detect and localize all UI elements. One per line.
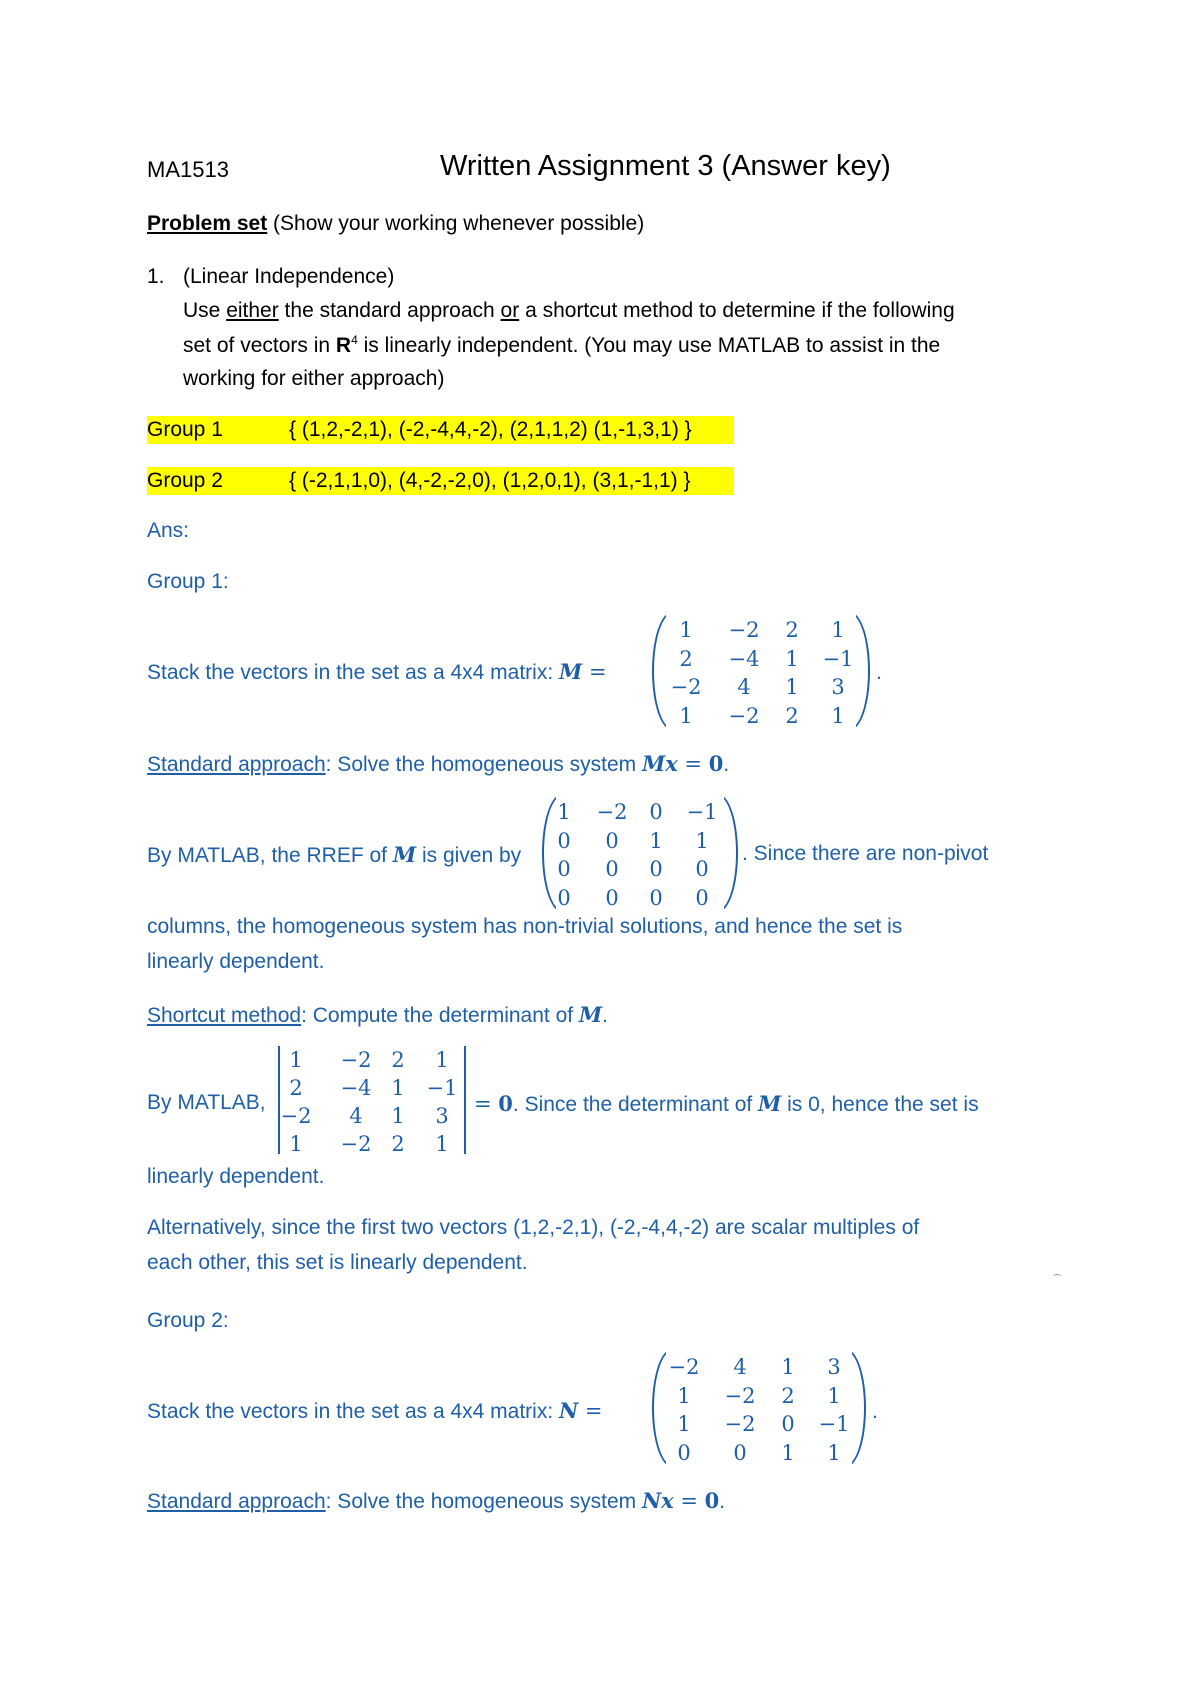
question-topic: (Linear Independence) [183, 265, 395, 288]
rref-text: By MATLAB, the RREF of [147, 844, 393, 867]
q-or: or [500, 299, 520, 322]
matrix-cell: 4 [733, 1355, 747, 1379]
problem-set-line [147, 212, 644, 236]
matrix-cell: −2 [280, 1104, 312, 1128]
matrix-cell: 1 [781, 1441, 795, 1465]
shortcut-line [147, 1002, 608, 1028]
matrix-cell: 0 [605, 886, 619, 910]
group-1-heading: Group 1: [147, 570, 229, 593]
question-line-3: working for either approach) [183, 367, 445, 390]
matrix-cell: 0 [649, 886, 663, 910]
matrix-cell: 1 [649, 829, 663, 853]
matrix-cell: −1 [818, 1412, 850, 1436]
group-1-row [147, 416, 734, 444]
matrix-cell: 3 [827, 1355, 841, 1379]
matrix-m-symbol: M [758, 1091, 782, 1116]
rref-line [147, 842, 521, 868]
matrix-cell: 4 [737, 675, 751, 699]
matrix-cell: −4 [728, 647, 760, 671]
matrix-cell: 1 [831, 704, 845, 728]
matrix-n [648, 1349, 870, 1467]
matrix-n-symbol: N [559, 1398, 579, 1423]
matrix-cell: 2 [289, 1076, 303, 1100]
matrix-cell: 1 [435, 1132, 449, 1156]
equals-sign: = [582, 660, 607, 684]
matrix-det-m [274, 1046, 470, 1154]
matrix-cell: 0 [605, 829, 619, 853]
matrix-cell: −2 [668, 1355, 700, 1379]
problem-set-note: (Show your working whenever possible) [267, 212, 645, 235]
problem-set-label: Problem set [147, 212, 268, 235]
matrix-cell: 2 [785, 618, 799, 642]
det-text: is 0, hence the set is [781, 1093, 979, 1116]
q-R: R [335, 334, 352, 357]
det-line-2: linearly dependent. [147, 1165, 325, 1188]
matrix-m [648, 612, 874, 730]
matrix-m-symbol: M [392, 842, 417, 867]
matrix-cell: 0 [605, 857, 619, 881]
matrix-cell: −2 [340, 1132, 372, 1156]
zero-vector: 0 [708, 751, 724, 776]
matrix-cell: 1 [391, 1104, 405, 1128]
matrix-cell: 0 [557, 886, 571, 910]
question-line-2 [183, 333, 940, 358]
matrix-cell: 1 [827, 1384, 841, 1408]
question-line-1 [183, 299, 955, 323]
matrix-cell: 1 [785, 675, 799, 699]
stack-m-line [147, 659, 607, 685]
matrix-cell: −1 [822, 647, 854, 671]
matrix-cell: 1 [289, 1048, 303, 1072]
q-text: the standard approach [278, 299, 501, 322]
matrix-cell: 1 [289, 1132, 303, 1156]
matrix-cell: 0 [695, 886, 709, 910]
decorative-mark [1053, 1274, 1061, 1279]
matrix-m-symbol: M [559, 659, 583, 684]
matrix-cell: 1 [785, 647, 799, 671]
rref-line-2: columns, the homogeneous system has non-trivial solutions, and hence the set is [147, 915, 903, 938]
matrix-cell: 1 [827, 1441, 841, 1465]
matrix-cell: 1 [557, 800, 571, 824]
matrix-cell: −2 [724, 1412, 756, 1436]
standard-approach-n-line [147, 1488, 725, 1514]
period: . [723, 753, 730, 776]
matrix-cell: −2 [596, 800, 628, 824]
group-2-row [147, 467, 734, 495]
matrix-cell: 2 [391, 1048, 405, 1072]
stack-n-line [147, 1398, 603, 1424]
alternative-line-1: Alternatively, since the first two vectors (1,2,-2,1), (-2,-4,4,-2) are scalar multiples of [147, 1216, 920, 1239]
matrix-cell: 0 [649, 800, 663, 824]
standard-approach-text: : Solve the homogeneous system [325, 1490, 642, 1513]
nx-symbol: Nx [641, 1488, 674, 1513]
q-text: a shortcut method to determine if the following [519, 299, 955, 322]
standard-approach-m-line [147, 751, 729, 777]
group-2-label: Group 2 [147, 469, 223, 492]
stack-text: Stack the vectors in the set as a 4x4 matrix: [147, 1400, 560, 1423]
q-R-sup: 4 [351, 333, 358, 347]
matrix-m-symbol: M [578, 1002, 603, 1027]
matrix-cell: 0 [695, 857, 709, 881]
matrix-cell: 1 [831, 618, 845, 642]
det-label: By MATLAB, [147, 1091, 266, 1114]
zero-value: 0 [498, 1091, 513, 1116]
matrix-cell: 1 [781, 1355, 795, 1379]
standard-approach-text: : Solve the homogeneous system [325, 753, 642, 776]
question-number: 1. [147, 265, 165, 288]
matrix-cell: 0 [557, 857, 571, 881]
matrix-rref-m [538, 794, 742, 912]
matrix-cell: 0 [733, 1441, 747, 1465]
equals-sign: = [578, 1399, 603, 1423]
matrix-cell: 1 [679, 704, 693, 728]
zero-vector: 0 [704, 1488, 720, 1513]
matrix-cell: 0 [649, 857, 663, 881]
matrix-cell: 2 [781, 1384, 795, 1408]
q-text: set of vectors in [183, 334, 336, 357]
matrix-cell: 2 [391, 1132, 405, 1156]
equals-sign: = [673, 1489, 705, 1513]
matrix-cell: −2 [340, 1048, 372, 1072]
period: . [872, 1400, 878, 1423]
period: . [602, 1004, 609, 1027]
matrix-cell: 1 [391, 1076, 405, 1100]
group-1-label: Group 1 [147, 418, 223, 441]
matrix-cell: 1 [435, 1048, 449, 1072]
period: . [719, 1490, 726, 1513]
matrix-cell: 1 [677, 1412, 691, 1436]
stack-text: Stack the vectors in the set as a 4x4 matrix: [147, 661, 560, 684]
matrix-cell: 3 [435, 1104, 449, 1128]
mx-symbol: Mx [641, 751, 678, 776]
answer-label: Ans: [147, 519, 190, 542]
shortcut-method-label: Shortcut method [147, 1004, 302, 1027]
alternative-line-2: each other, this set is linearly dependent. [147, 1251, 528, 1274]
matrix-cell: 0 [781, 1412, 795, 1436]
equals-sign: = [474, 1092, 499, 1116]
matrix-cell: 1 [695, 829, 709, 853]
shortcut-text: : Compute the determinant of [301, 1004, 579, 1027]
rref-text: is given by [416, 844, 522, 867]
matrix-cell: 1 [677, 1384, 691, 1408]
matrix-cell: −2 [670, 675, 702, 699]
rref-line-3: linearly dependent. [147, 950, 325, 973]
det-text: . Since the determinant of [512, 1093, 759, 1116]
matrix-cell: −4 [340, 1076, 372, 1100]
matrix-cell: −2 [728, 704, 760, 728]
matrix-cell: 0 [557, 829, 571, 853]
matrix-cell: 3 [831, 675, 845, 699]
rref-line-tail: . Since there are non-pivot [742, 842, 989, 865]
matrix-cell: 0 [677, 1441, 691, 1465]
matrix-cell: −2 [728, 618, 760, 642]
period: . [876, 661, 882, 684]
q-text: Use [183, 299, 227, 322]
matrix-cell: 4 [349, 1104, 363, 1128]
matrix-cell: 1 [679, 618, 693, 642]
group-1-set: { (1,2,-2,1), (-2,-4,4,-2), (2,1,1,2) (1,-1,3,1) } [289, 418, 692, 441]
equals-sign: = [677, 752, 709, 776]
standard-approach-label: Standard approach [147, 1490, 326, 1513]
matrix-cell: −2 [724, 1384, 756, 1408]
matrix-cell: −1 [686, 800, 718, 824]
matrix-cell: 2 [679, 647, 693, 671]
q-either: either [226, 299, 279, 322]
course-code: MA1513 [147, 157, 229, 182]
matrix-cell: −1 [426, 1076, 458, 1100]
matrix-cell: 2 [785, 704, 799, 728]
group-2-heading: Group 2: [147, 1309, 229, 1332]
det-line-tail [474, 1091, 979, 1117]
group-2-set: { (-2,1,1,0), (4,-2,-2,0), (1,2,0,1), (3,1,-1,1) } [289, 469, 691, 492]
page-title: Written Assignment 3 (Answer key) [440, 150, 891, 182]
q-text: is linearly independent. (You may use MATLAB to assist in the [357, 334, 941, 357]
standard-approach-label: Standard approach [147, 753, 326, 776]
